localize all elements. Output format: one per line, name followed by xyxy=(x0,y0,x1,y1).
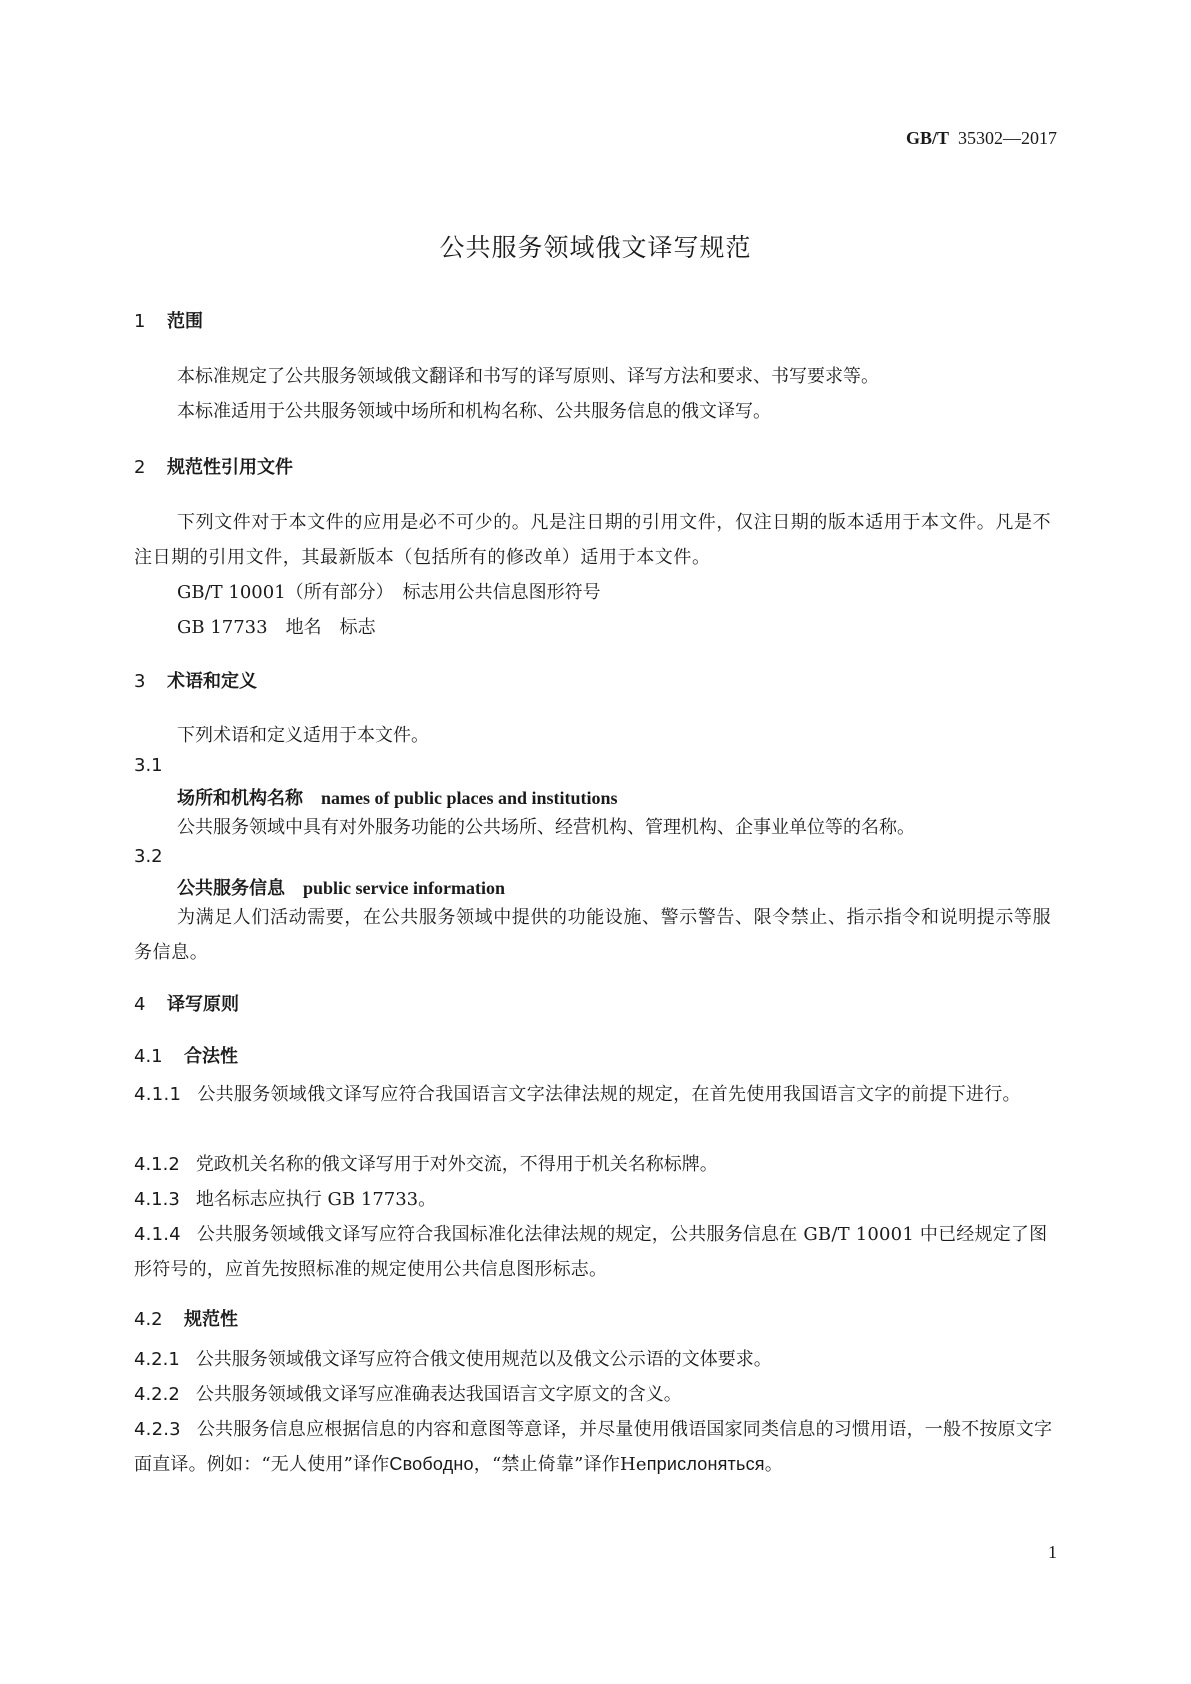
term-chinese: 公共服务信息 xyxy=(177,878,285,899)
clause-4-1-2 xyxy=(134,1147,1057,1182)
clause-text: 。 xyxy=(764,1454,783,1475)
section-number: 3 xyxy=(134,671,146,692)
clause-text: 公共服务领域俄文译写应符合我国语言文字法律法规的规定，在首先使用我国语言文字的前提下进行。 xyxy=(197,1084,1021,1105)
term-english: public service information xyxy=(303,878,505,898)
clause-text: 公共服务领域俄文译写应符合俄文使用规范以及俄文公示语的文体要求。 xyxy=(195,1349,772,1370)
document-title: 公共服务领域俄文译写规范 xyxy=(439,233,752,262)
section-number: 2 xyxy=(134,457,146,478)
section-2-heading xyxy=(134,453,293,479)
section-3-heading xyxy=(134,667,257,693)
subsection-number: 4.2 xyxy=(134,1309,163,1330)
section-4-heading xyxy=(134,990,239,1016)
clause-number: 4.1.1 xyxy=(134,1084,182,1105)
clause-number: 4.2.2 xyxy=(134,1384,180,1405)
subsection-number: 4.1 xyxy=(134,1046,163,1067)
subsection-4-1-heading xyxy=(134,1042,238,1068)
normative-reference: GB 17733 地名 标志 xyxy=(177,617,376,638)
paragraph: 本标准规定了公共服务领域俄文翻译和书写的译写原则、译写方法和要求、书写要求等。 xyxy=(177,366,879,387)
section-title: 译写原则 xyxy=(167,994,239,1015)
section-title: 范围 xyxy=(167,311,203,332)
section-number: 4 xyxy=(134,994,146,1015)
clause-4-1-3 xyxy=(134,1182,1057,1217)
paragraph: 下列术语和定义适用于本文件。 xyxy=(177,725,429,746)
term-number: 3.1 xyxy=(134,755,163,776)
clause-number: 4.1.3 xyxy=(134,1189,180,1210)
clause-4-2-2 xyxy=(134,1377,1057,1412)
clause-4-1-1 xyxy=(134,1077,1057,1112)
standard-id-prefix: GB/T xyxy=(905,128,949,148)
clause-4-1-4 xyxy=(134,1217,1057,1287)
section-number: 1 xyxy=(134,311,146,332)
standard-id xyxy=(906,128,1057,149)
clause-number: 4.2.1 xyxy=(134,1349,180,1370)
clause-number: 4.1.4 xyxy=(134,1224,181,1245)
term-number: 3.2 xyxy=(134,846,163,867)
section-1-heading xyxy=(134,307,203,333)
term-entry xyxy=(177,784,618,810)
page-number: 1 xyxy=(1048,1542,1057,1562)
section-title: 规范性引用文件 xyxy=(167,457,293,478)
clause-4-2-1 xyxy=(134,1342,1057,1377)
clause-number: 4.2.3 xyxy=(134,1419,181,1440)
subsection-title: 规范性 xyxy=(184,1309,238,1330)
subsection-title: 合法性 xyxy=(184,1046,238,1067)
subsection-4-2-heading xyxy=(134,1305,238,1331)
russian-example: Свободно xyxy=(389,1454,474,1474)
paragraph: 下列文件对于本文件的应用是必不可少的。凡是注日期的引用文件，仅注日期的版本适用于本文件。凡是不注日期的引用文件，其最新版本（包括所有的修改单）适用于本文件。 xyxy=(134,512,1052,568)
term-entry xyxy=(177,874,505,900)
term-definition: 为满足人们活动需要，在公共服务领域中提供的功能设施、警示警告、限令禁止、指示指令和说明提示等服务信息。 xyxy=(134,907,1052,963)
normative-reference: GB/T 10001（所有部分） 标志用公共信息图形符号 xyxy=(177,582,601,603)
clause-text: 公共服务领域俄文译写应准确表达我国语言文字原文的含义。 xyxy=(195,1384,682,1405)
paragraph: 本标准适用于公共服务领域中场所和机构名称、公共服务信息的俄文译写。 xyxy=(177,401,771,422)
russian-example: прислоняться xyxy=(646,1454,765,1474)
clause-text: 地名标志应执行 GB 17733。 xyxy=(195,1189,437,1210)
clause-text: 公共服务领域俄文译写应符合我国标准化法律法规的规定，公共服务信息在 GB/T 10001 中已经规定了图形符号的，应首先按照标准的规定使用公共信息图形标志。 xyxy=(134,1224,1048,1280)
standard-id-suffix: 35302—2017 xyxy=(958,128,1057,148)
russian-example: Не xyxy=(619,1454,647,1475)
term-definition: 公共服务领域中具有对外服务功能的公共场所、经营机构、管理机构、企事业单位等的名称。 xyxy=(177,817,915,838)
term-chinese: 场所和机构名称 xyxy=(177,788,303,809)
section-title: 术语和定义 xyxy=(167,671,257,692)
clause-text: 党政机关名称的俄文译写用于对外交流，不得用于机关名称标牌。 xyxy=(195,1154,718,1175)
clause-text: 公共服务信息应根据信息的内容和意图等意译，并尽量使用俄语国家同类信息的习惯用语，一般不按原文字面直译。例如：“无人使用”译作 xyxy=(134,1419,1053,1475)
clause-4-2-3 xyxy=(134,1412,1057,1482)
clause-number: 4.1.2 xyxy=(134,1154,180,1175)
term-english: names of public places and institutions xyxy=(321,788,618,808)
clause-text: ，“禁止倚靠”译作 xyxy=(473,1454,620,1475)
